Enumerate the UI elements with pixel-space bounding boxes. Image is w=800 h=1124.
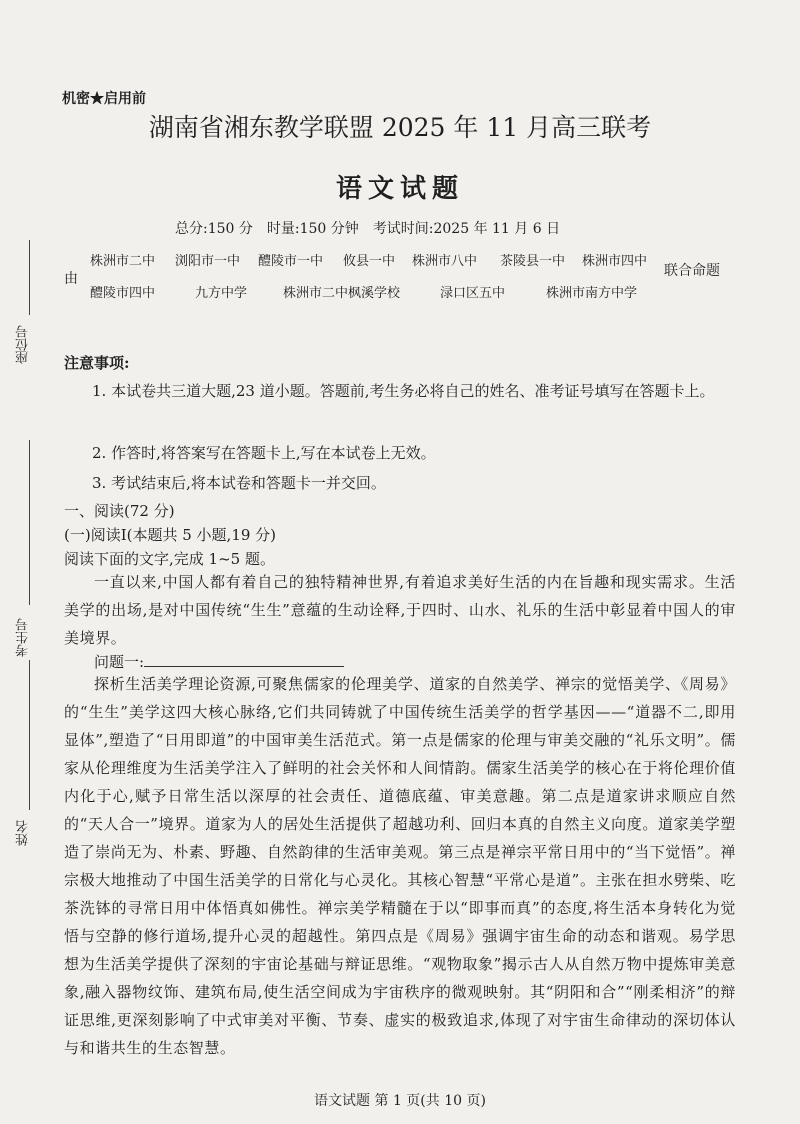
note-item: 2. 作答时,将答案写在答题卡上,写在本试卷上无效。	[92, 444, 436, 462]
subject-title: 语文试题	[335, 174, 464, 204]
passage-paragraph: 探析生活美学理论资源,可聚焦儒家的伦理美学、道家的自然美学、禅宗的觉悟美学、《周易》的“生生”美学这四大核心脉络,它们共同铸就了中国传统生活美学的哲学基因——“道器不二,即用显体”,塑造了“日用即道”的中国审美生活范式。第一点是儒家的伦理与审美交融的“礼乐文明”。儒家从伦理维度为生活美学注入了鲜明的社会关怀和人间情韵。儒家生活美学的核心在于将伦理价值内化于心,赋予日常生活以深厚的社会责任、道德底蕴、审美意趣。第二点是道家讲求顺应自然的“天人合一”境界。道家为人的居处生活提供了超越功利、回归本真的自然主义向度。道家美学塑造了崇尚无为、朴素、野趣、自然韵律的生活审美观。第三点是禅宗平常日用中的“当下觉悟”。禅宗极大地推动了中国生活美学的日常化与心灵化。其核心智慧“平常心是道”。主张在担水劈柴、吃茶洗钵的寻常日用中体悟真如佛性。禅宗美学精髓在于以“即事而真”的态度,将生活本身转化为觉悟与空静的修行道场,提升心灵的超越性。第四点是《周易》强调宇宙生命的动态和谐观。易学思想为生活美学提供了深刻的宇宙论基础与辩证思维。“观物取象”揭示古人从自然万物中提炼审美意象,融入器物纹饰、建筑布局,使生活空间成为宇宙秩序的微观映射。其“阴阳和合”“刚柔相济”的辩证思维,更深刻影响了中式审美对平衡、节奏、虚实的极致追求,体现了对宇宙生命律动的深切体认与和谐共生的生态智慧。	[64, 675, 736, 1057]
exam-id-label: 考生号	[16, 618, 31, 657]
question-prompt	[94, 650, 344, 672]
by-label: 由	[64, 271, 78, 287]
exam-meta: 总分:150 分 时量:150 分钟 考试时间:2025 年 11 月 6 日	[175, 221, 561, 237]
confidential-mark: 机密★启用前	[62, 91, 146, 107]
part-heading: (一)阅读Ⅰ(本题共 5 小题,19 分)	[64, 526, 277, 544]
school: 株洲市二中	[90, 254, 156, 269]
seat-line	[29, 240, 30, 315]
answer-blank	[144, 650, 344, 667]
page-footer: 语文试题 第 1 页(共 10 页)	[314, 1093, 486, 1109]
school: 株洲市八中	[412, 254, 478, 269]
school: 九方中学	[195, 286, 248, 301]
school: 株洲市南方中学	[546, 286, 638, 301]
school: 醴陵市四中	[90, 286, 156, 301]
school: 浏阳市一中	[175, 254, 241, 269]
school: 株洲市四中	[582, 254, 648, 269]
school: 株洲市二中枫溪学校	[283, 286, 401, 301]
exam-title: 湖南省湘东教学联盟 2025 年 11 月高三联考	[148, 113, 652, 142]
name-line	[29, 660, 30, 810]
instruction: 阅读下面的文字,完成 1~5 题。	[64, 550, 275, 568]
joint-setting-label: 联合命题	[664, 263, 720, 279]
note-item: 1. 本试卷共三道大题,23 道小题。答题前,考生务必将自己的姓名、准考证号填写在答题卡上。	[92, 382, 715, 400]
exam-id-line	[29, 440, 30, 605]
name-label: 姓名	[16, 820, 31, 846]
school: 渌口区五中	[440, 286, 506, 301]
school: 茶陵县一中	[500, 254, 566, 269]
school: 攸县一中	[343, 254, 396, 269]
school: 醴陵市一中	[258, 254, 324, 269]
question-label: 问题一:	[94, 653, 145, 671]
notes-title: 注意事项:	[64, 354, 130, 372]
passage-paragraph: 一直以来,中国人都有着自己的独特精神世界,有着追求美好生活的内在旨趣和现实需求。生活美学的出场,是对中国传统“生生”意蕴的生动诠释,于四时、山水、礼乐的生活中彰显着中国人的审美境界。	[64, 573, 736, 647]
note-item: 3. 考试结束后,将本试卷和答题卡一并交回。	[92, 474, 386, 492]
seat-label: 座位号	[16, 325, 31, 364]
section-heading: 一、阅读(72 分)	[64, 502, 175, 520]
